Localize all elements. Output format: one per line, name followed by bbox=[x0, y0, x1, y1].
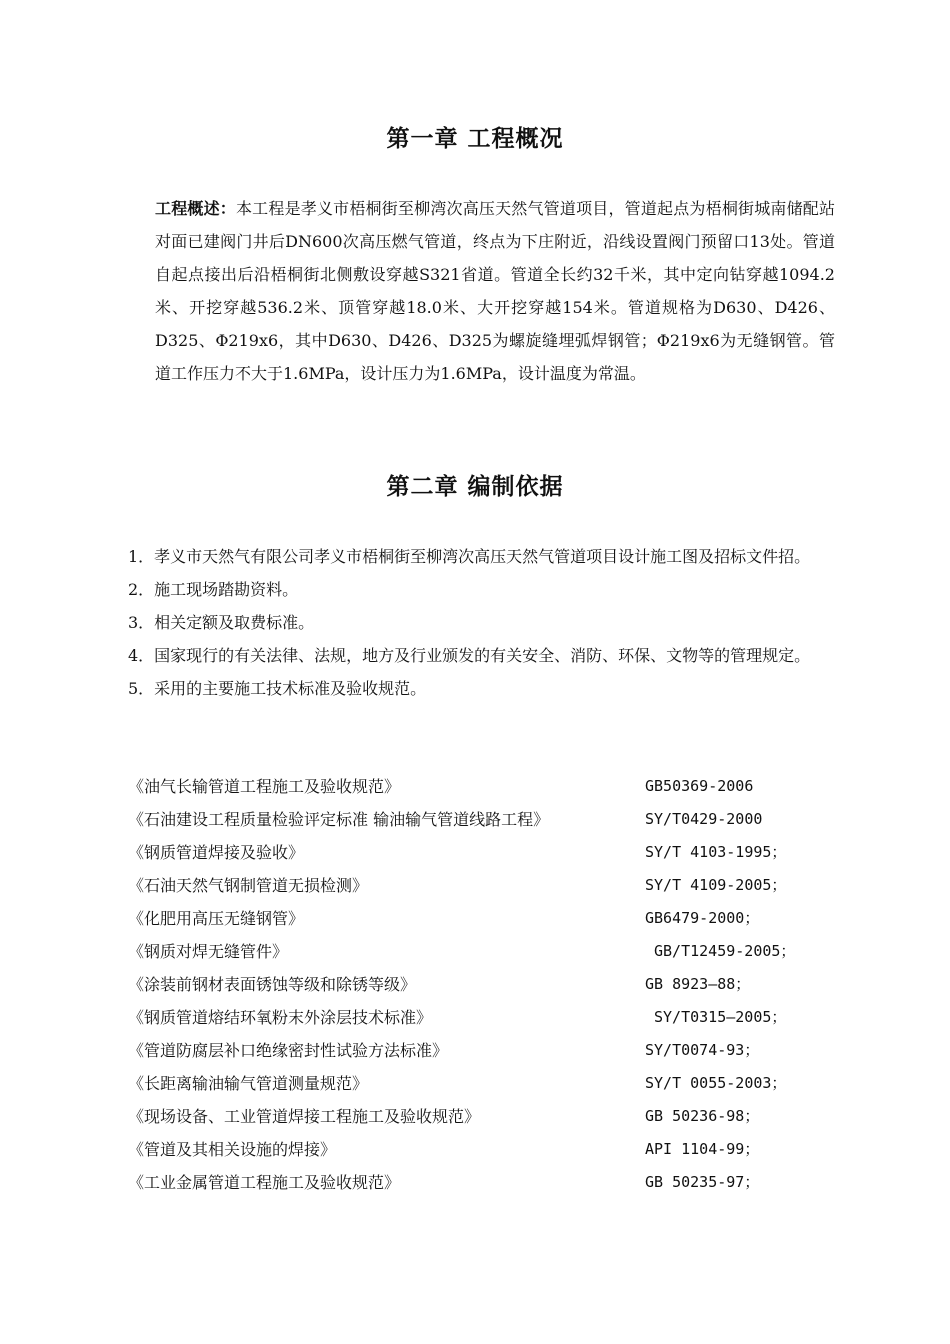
basis-item: 5．采用的主要施工技术标准及验收规范。 bbox=[128, 679, 427, 698]
basis-list bbox=[128, 540, 838, 705]
standard-name: 《化肥用高压无缝钢管》 bbox=[128, 909, 305, 928]
standard-row bbox=[128, 1133, 828, 1166]
standard-code: SY/T0074-93； bbox=[645, 1041, 760, 1059]
standard-code: GB 8923—88； bbox=[645, 975, 751, 993]
standard-code: SY/T0315—2005； bbox=[654, 1008, 787, 1026]
standard-row bbox=[128, 1166, 828, 1199]
standard-name: 《钢质管道焊接及验收》 bbox=[128, 843, 305, 862]
chapter-2-title: 第二章 编制依据 bbox=[386, 474, 564, 500]
standards-list bbox=[128, 770, 828, 1199]
standard-code: GB 50235-97； bbox=[645, 1173, 760, 1191]
standard-name: 《钢质对焊无缝管件》 bbox=[128, 942, 289, 961]
standard-code: API 1104-99； bbox=[645, 1140, 760, 1158]
basis-item: 3．相关定额及取费标准。 bbox=[128, 613, 315, 632]
standard-name: 《涂装前钢材表面锈蚀等级和除锈等级》 bbox=[128, 975, 417, 994]
standard-name: 《石油天然气钢制管道无损检测》 bbox=[128, 876, 369, 895]
standard-name: 《油气长输管道工程施工及验收规范》 bbox=[128, 777, 401, 796]
overview-label: 工程概述： bbox=[155, 199, 236, 218]
standard-row bbox=[128, 1034, 828, 1067]
standard-row bbox=[128, 968, 828, 1001]
standard-row bbox=[128, 1100, 828, 1133]
standard-code: GB6479-2000； bbox=[645, 909, 760, 927]
standard-name: 《工业金属管道工程施工及验收规范》 bbox=[128, 1173, 401, 1192]
standard-row bbox=[128, 1001, 828, 1034]
standard-row bbox=[128, 770, 828, 803]
standard-row bbox=[128, 935, 828, 968]
standard-name: 《管道及其相关设施的焊接》 bbox=[128, 1140, 337, 1159]
basis-item: 2．施工现场踏勘资料。 bbox=[128, 580, 299, 599]
standard-name: 《管道防腐层补口绝缘密封性试验方法标准》 bbox=[128, 1041, 449, 1060]
standard-code: GB50369-2006 bbox=[645, 777, 754, 795]
standard-row bbox=[128, 1067, 828, 1100]
standard-row bbox=[128, 836, 828, 869]
overview-text: 本工程是孝义市梧桐街至柳湾次高压天然气管道项目，管道起点为梧桐街城南储配站对面已建阀门井后DN600次高压燃气管道，终点为下庄附近，沿线设置阀门预留口13处。管道自起点接出后沿梧桐街北侧敷设穿越S321省道。管道全长约32千米，其中定向钻穿越1094.2米、开挖穿越536.2米、顶管穿越18.0米、大开挖穿越154米。管道规格为D630、D426、D325、Φ219x6，其中D630、D426、D325为螺旋缝埋弧焊钢管；Φ219x6为无缝钢管。管道工作压力不大于1.6MPa，设计压力为1.6MPa，设计温度为常温。 bbox=[155, 199, 835, 383]
standard-row bbox=[128, 902, 828, 935]
standard-name: 《石油建设工程质量检验评定标准 输油输气管道线路工程》 bbox=[128, 810, 550, 829]
standard-code: SY/T 0055-2003； bbox=[645, 1074, 787, 1092]
standard-name: 《现场设备、工业管道焊接工程施工及验收规范》 bbox=[128, 1107, 481, 1126]
chapter-1-title: 第一章 工程概况 bbox=[386, 126, 564, 152]
standard-name: 《钢质管道熔结环氧粉末外涂层技术标准》 bbox=[128, 1008, 433, 1027]
standard-code: GB/T12459-2005； bbox=[654, 942, 796, 960]
project-overview-paragraph bbox=[155, 192, 835, 390]
basis-item: 4．国家现行的有关法律、法规，地方及行业颁发的有关安全、消防、环保、文物等的管理规定。 bbox=[128, 646, 811, 665]
standard-row bbox=[128, 869, 828, 902]
standard-row bbox=[128, 803, 828, 836]
standard-code: GB 50236-98； bbox=[645, 1107, 760, 1125]
standard-name: 《长距离输油输气管道测量规范》 bbox=[128, 1074, 369, 1093]
standard-code: SY/T0429-2000 bbox=[645, 810, 763, 828]
basis-item: 1．孝义市天然气有限公司孝义市梧桐街至柳湾次高压天然气管道项目设计施工图及招标文件招。 bbox=[128, 547, 811, 566]
standard-code: SY/T 4109-2005； bbox=[645, 876, 787, 894]
standard-code: SY/T 4103-1995； bbox=[645, 843, 787, 861]
